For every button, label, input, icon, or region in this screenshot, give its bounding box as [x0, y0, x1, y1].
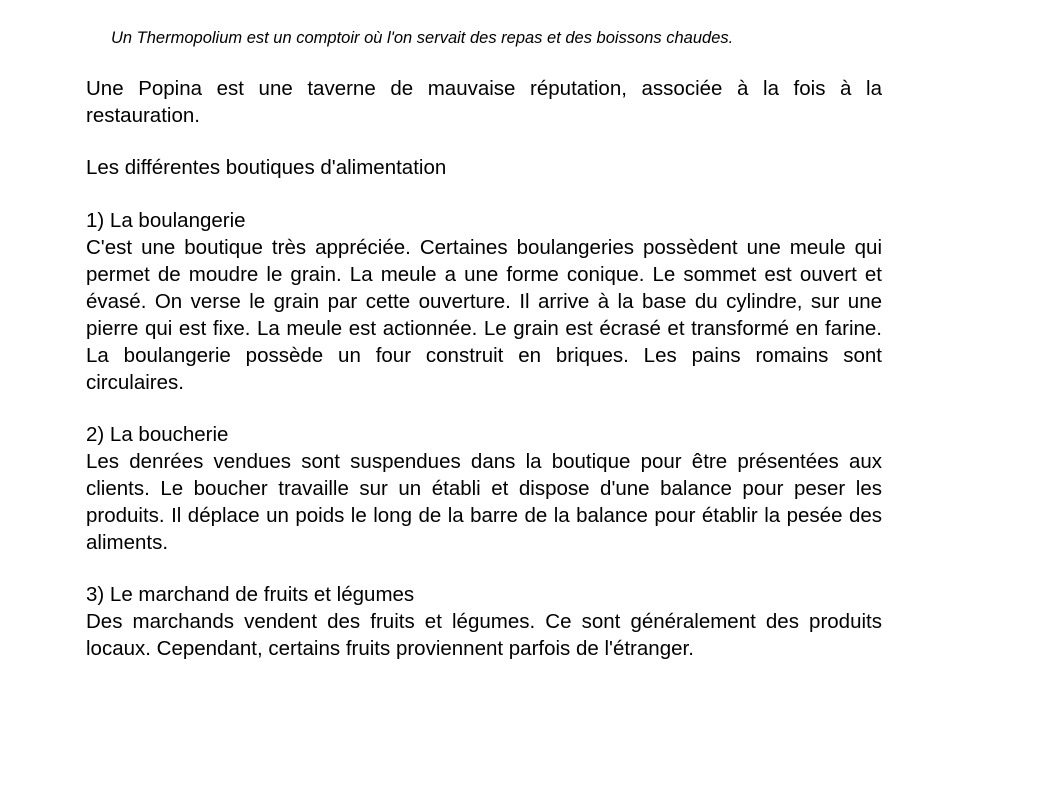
paragraph-fruits-legumes: Des marchands vendent des fruits et légumes. Ce sont généralement des produits locaux. Cependant, certains fruits proviennent parfois de l'étranger. — [86, 610, 882, 660]
paragraph-boulangerie: C'est une boutique très appréciée. Certaines boulangeries possèdent une meule qui permet de moudre le grain. La meule a une forme conique. Le sommet est ouvert et évasé. On verse le grain par cette ouverture. Il arrive à la base du cylindre, sur une pierre qui est fixe. La meule est actionnée. Le grain est écrasé et transformé en farine. La boulangerie possède un four construit en briques. Les pains romains sont circulaires. — [86, 236, 882, 394]
spacer — [86, 181, 882, 207]
paragraph-boucherie: Les denrées vendues sont suspendues dans la boutique pour être présentées aux clients. Le boucher travaille sur un établi et dispose d'une balance pour peser les produits. Il déplace un poids le long de la barre de la balance pour établir la pesée des aliments. — [86, 450, 882, 554]
heading-boucherie: 2) La boucherie — [86, 423, 229, 446]
document-body — [86, 75, 882, 662]
popina-paragraph: Une Popina est une taverne de mauvaise réputation, associée à la fois à la restauration. — [86, 77, 882, 127]
section-title: Les différentes boutiques d'alimentation — [86, 156, 447, 179]
spacer — [86, 556, 882, 581]
heading-fruits-legumes: 3) Le marchand de fruits et légumes — [86, 583, 415, 606]
heading-boulangerie: 1) La boulangerie — [86, 209, 246, 232]
thermopolium-note: Un Thermopolium est un comptoir où l'on servait des repas et des boissons chaudes. — [111, 29, 734, 47]
spacer — [86, 129, 882, 154]
spacer — [86, 396, 882, 421]
